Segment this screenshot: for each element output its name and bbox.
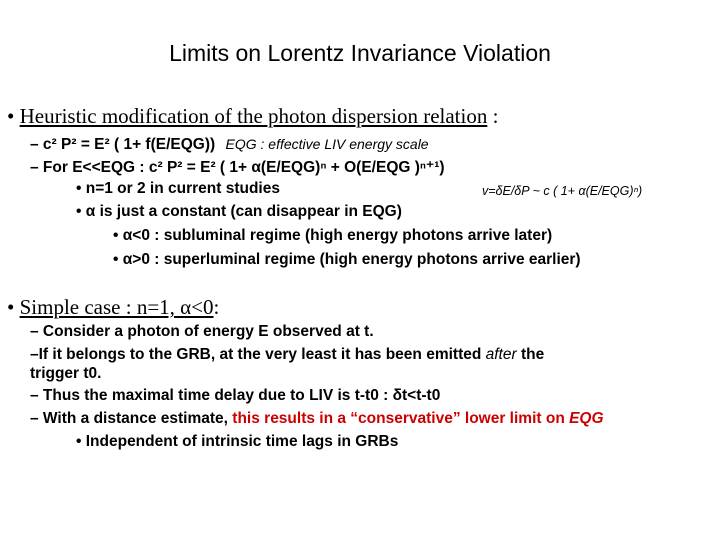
heading-suffix: : [487, 104, 499, 128]
alpha-constant-line: • α is just a constant (can disappear in EQG) [76, 203, 402, 220]
dispersion-relation-line [30, 136, 429, 154]
slide-title: Limits on Lorentz Invariance Violation [169, 40, 551, 66]
distance-text: – With a distance estimate, [30, 410, 233, 427]
low-energy-expansion-line: – For E<<EQG : c² P² = E² ( 1+ α(E/EQG)ⁿ + O(E/EQG )ⁿ⁺¹) [30, 159, 445, 176]
subluminal-line: • α<0 : subluminal regime (high energy photons arrive later) [113, 227, 553, 244]
superluminal-line: • α>0 : superluminal regime (high energy photons arrive earlier) [113, 251, 581, 268]
bullet-marker: • [7, 295, 15, 319]
after-word: after [485, 346, 517, 363]
bullet-heading-1 [7, 104, 498, 129]
conservative-limit-text: this results in a “conservative” lower limit on [232, 410, 570, 427]
bullet-marker: • [7, 104, 15, 128]
independent-line: • Independent of intrinsic time lags in GRBs [76, 433, 399, 450]
distance-estimate-line [30, 410, 604, 428]
n-value-line: • n=1 or 2 in current studies [76, 180, 280, 197]
trigger-line: trigger t0. [30, 365, 102, 382]
heading-text: Heuristic modification of the photon dispersion relation [19, 104, 488, 128]
bullet-heading-2 [7, 295, 219, 320]
velocity-formula: v=δE/δP ~ c ( 1+ α(E/EQG)ⁿ) [482, 184, 643, 198]
max-delay-line: – Thus the maximal time delay due to LIV is t-t0 : δt<t-t0 [30, 387, 441, 404]
eqg-symbol: EQG [569, 410, 604, 427]
grb-text-end: the [516, 346, 545, 363]
heading-text: Simple case : n=1, α<0 [19, 295, 214, 319]
heading-suffix: : [213, 295, 220, 319]
dispersion-formula: – c² P² = E² ( 1+ f(E/EQG)) [30, 136, 216, 153]
grb-emission-line [30, 346, 544, 364]
eqg-note: EQG : effective LIV energy scale [225, 136, 429, 152]
consider-photon-line: – Consider a photon of energy E observed at t. [30, 323, 374, 340]
grb-text: –If it belongs to the GRB, at the very least it has been emitted [30, 346, 486, 363]
